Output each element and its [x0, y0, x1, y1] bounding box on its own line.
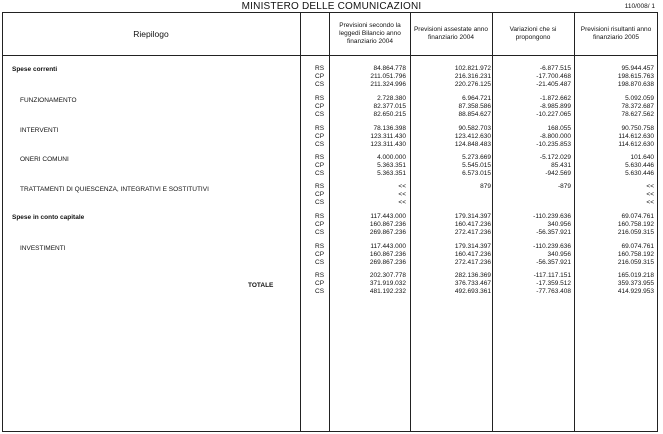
row-code: RS — [315, 65, 325, 72]
cell-value: 160.417.236 — [454, 221, 491, 228]
table-row — [0, 103, 663, 111]
table-row — [0, 162, 663, 170]
cell-value: 6.964.721 — [462, 95, 491, 102]
row-code: CP — [315, 133, 325, 140]
section-label: TRATTAMENTI DI QUIESCENZA, INTEGRATIVI E SOSTITUTIVI — [20, 186, 209, 193]
cell-value: 376.733.467 — [454, 280, 491, 287]
row-code: CP — [315, 162, 325, 169]
column-header: Previsioni assestate anno finanziario 2004 — [413, 26, 489, 41]
page-number: 110/008/ 1 — [624, 3, 655, 10]
row-code: CP — [315, 251, 325, 258]
table-row — [0, 170, 663, 178]
cell-value: 123.311.430 — [370, 141, 406, 148]
cell-value: << — [398, 199, 406, 206]
cell-value: 4.000.000 — [377, 154, 406, 161]
cell-value: 269.867.236 — [369, 259, 406, 266]
cell-value: 114.612.630 — [618, 141, 654, 148]
cell-value: 5.630.446 — [625, 162, 654, 169]
cell-value: 6.573.015 — [462, 170, 491, 177]
cell-value: 82.377.015 — [373, 103, 406, 110]
cell-value: -77.763.408 — [536, 288, 571, 295]
cell-value: -17.359.512 — [536, 280, 571, 287]
cell-value: << — [398, 183, 406, 190]
row-code: CS — [315, 229, 325, 236]
table-row — [0, 213, 663, 221]
cell-value: 492.693.361 — [454, 288, 491, 295]
table-row — [0, 141, 663, 149]
cell-value: 198.615.763 — [617, 73, 654, 80]
cell-value: << — [646, 191, 654, 198]
cell-value: << — [646, 183, 654, 190]
table-row — [0, 73, 663, 81]
section-label: Spese correnti — [12, 66, 58, 73]
row-code: CP — [315, 103, 325, 110]
table-row — [0, 183, 663, 191]
cell-value: -110.239.636 — [533, 243, 571, 250]
row-code: CS — [315, 288, 325, 295]
cell-value: 69.074.761 — [621, 243, 654, 250]
cell-value: -879 — [557, 183, 571, 190]
cell-value: 84.864.778 — [373, 65, 406, 72]
row-code: CP — [315, 191, 325, 198]
row-code: CP — [315, 280, 325, 287]
row-code: CS — [315, 170, 325, 177]
row-code: RS — [315, 272, 325, 279]
cell-value: 371.919.032 — [369, 280, 406, 287]
cell-value: 82.650.215 — [373, 111, 406, 118]
cell-value: -6.877.515 — [539, 65, 571, 72]
cell-value: 101.640 — [630, 154, 654, 161]
row-code: RS — [315, 213, 325, 220]
cell-value: 414.929.953 — [617, 288, 654, 295]
cell-value: 165.019.218 — [617, 272, 654, 279]
cell-value: -8.800.000 — [539, 133, 571, 140]
cell-value: -942.569 — [545, 170, 571, 177]
row-code: CS — [315, 259, 325, 266]
table-row — [0, 251, 663, 259]
table-row — [0, 243, 663, 251]
table-row — [0, 288, 663, 296]
cell-value: 211.051.796 — [370, 73, 406, 80]
section-label: INTERVENTI — [20, 127, 59, 134]
cell-value: 282.136.369 — [454, 272, 491, 279]
cell-value: 123.412.630 — [454, 133, 491, 140]
cell-value: 123.311.430 — [370, 133, 406, 140]
cell-value: << — [398, 191, 406, 198]
table-row — [0, 272, 663, 280]
cell-value: 481.192.232 — [369, 288, 406, 295]
cell-value: 179.314.397 — [454, 213, 491, 220]
cell-value: -1.872.662 — [539, 95, 571, 102]
column-header: Previsioni secondo la leggedi Bilancio anno finanziario 2004 — [339, 22, 401, 45]
section-label: TOTALE — [248, 282, 274, 289]
cell-value: 272.417.236 — [454, 229, 491, 236]
cell-value: << — [646, 199, 654, 206]
row-code: RS — [315, 154, 325, 161]
row-code: CS — [315, 141, 325, 148]
cell-value: 114.612.630 — [618, 133, 654, 140]
cell-value: 78.627.562 — [621, 111, 654, 118]
cell-value: 78.372.687 — [621, 103, 654, 110]
cell-value: 5.092.059 — [625, 95, 654, 102]
cell-value: 102.821.972 — [454, 65, 491, 72]
cell-value: 85.431 — [551, 162, 571, 169]
cell-value: -10.235.853 — [536, 141, 571, 148]
cell-value: 5.363.351 — [377, 162, 406, 169]
cell-value: 160.867.236 — [369, 251, 406, 258]
cell-value: 87.358.586 — [458, 103, 491, 110]
cell-value: 5.273.669 — [462, 154, 491, 161]
row-code: CS — [315, 111, 325, 118]
row-code: RS — [315, 183, 325, 190]
cell-value: 272.417.236 — [454, 259, 491, 266]
table-row — [0, 125, 663, 133]
cell-value: 216.059.315 — [617, 259, 654, 266]
cell-value: -5.172.029 — [539, 154, 571, 161]
cell-value: 359.373.955 — [617, 280, 654, 287]
cell-value: -56.357.921 — [536, 259, 571, 266]
cell-value: -21.405.487 — [536, 81, 571, 88]
cell-value: 78.136.398 — [373, 125, 406, 132]
section-label: ONERI COMUNI — [20, 156, 69, 163]
column-header: Variazioni che si propongono — [509, 26, 557, 41]
cell-value: 340.956 — [547, 251, 571, 258]
cell-value: 269.867.236 — [369, 229, 406, 236]
cell-value: -8.985.899 — [539, 103, 571, 110]
cell-value: 124.848.483 — [454, 141, 491, 148]
cell-value: 2.728.380 — [377, 95, 406, 102]
cell-value: 5.630.446 — [625, 170, 654, 177]
table-row — [0, 133, 663, 141]
table-row — [0, 81, 663, 89]
cell-value: 160.758.192 — [617, 251, 654, 258]
cell-value: 216.316.231 — [454, 73, 491, 80]
riepilogo-header: Riepilogo — [133, 28, 169, 39]
cell-value: -10.227.065 — [536, 111, 571, 118]
cell-value: 211.324.996 — [370, 81, 406, 88]
cell-value: 216.059.315 — [617, 229, 654, 236]
row-code: RS — [315, 95, 325, 102]
row-code: CP — [315, 73, 325, 80]
cell-value: 69.074.761 — [621, 213, 654, 220]
cell-value: 879 — [480, 183, 491, 190]
row-code: RS — [315, 125, 325, 132]
section-label: FUNZIONAMENTO — [20, 97, 77, 104]
cell-value: 340.956 — [547, 221, 571, 228]
cell-value: 160.417.236 — [454, 251, 491, 258]
cell-value: 220.276.125 — [454, 81, 491, 88]
cell-value: 90.750.758 — [621, 125, 654, 132]
cell-value: 90.582.703 — [458, 125, 491, 132]
cell-value: 88.854.627 — [458, 111, 491, 118]
cell-value: 95.944.457 — [621, 65, 654, 72]
table-row — [0, 154, 663, 162]
table-row — [0, 280, 663, 288]
cell-value: 179.314.397 — [454, 243, 491, 250]
cell-value: 160.758.192 — [617, 221, 654, 228]
cell-value: -110.239.636 — [533, 213, 571, 220]
row-code: RS — [315, 243, 325, 250]
cell-value: -56.357.921 — [536, 229, 571, 236]
table-row — [0, 229, 663, 237]
table-row — [0, 221, 663, 229]
cell-value: 5.363.351 — [377, 170, 406, 177]
cell-value: 168.055 — [547, 125, 571, 132]
row-code: CS — [315, 199, 325, 206]
cell-value: 117.443.000 — [370, 213, 406, 220]
table-row — [0, 111, 663, 119]
table-row — [0, 199, 663, 207]
section-label: Spese in conto capitale — [12, 214, 85, 221]
cell-value: 117.443.000 — [370, 243, 406, 250]
cell-value: 198.870.638 — [617, 81, 654, 88]
table-row — [0, 95, 663, 103]
row-code: CS — [315, 81, 325, 88]
cell-value: -117.117.151 — [533, 272, 571, 279]
table-row — [0, 191, 663, 199]
row-code: CP — [315, 221, 325, 228]
cell-value: 5.545.015 — [462, 162, 491, 169]
cell-value: -17.700.468 — [536, 73, 571, 80]
section-label: INVESTIMENTI — [20, 245, 66, 252]
page-title: MINISTERO DELLE COMUNICAZIONI — [241, 1, 422, 12]
cell-value: 160.867.236 — [369, 221, 406, 228]
column-header: Previsioni risultanti anno finanziario 2005 — [580, 26, 652, 41]
cell-value: 202.307.778 — [369, 272, 406, 279]
table-row — [0, 65, 663, 73]
header-divider — [2, 55, 658, 56]
table-row — [0, 259, 663, 267]
